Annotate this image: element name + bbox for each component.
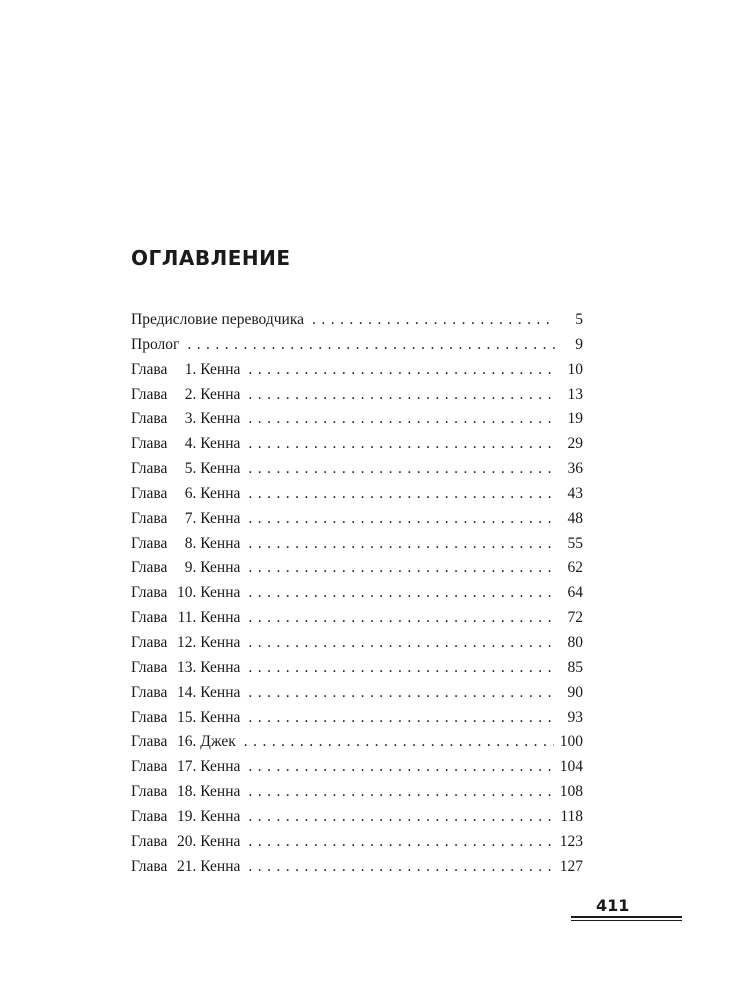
toc-entry-label <box>131 457 240 482</box>
toc-entry-page: 72 <box>567 609 583 627</box>
dot-leader <box>248 631 555 656</box>
toc-entry-page: 55 <box>567 534 583 552</box>
toc-entry[interactable] <box>131 830 583 855</box>
toc-entry[interactable] <box>131 407 583 432</box>
toc-entry-chapter-number: 4. <box>184 435 197 453</box>
dot-leader <box>248 805 554 830</box>
toc-entry[interactable] <box>131 631 583 656</box>
toc-entry-page: 43 <box>567 484 583 502</box>
toc-entry-label <box>131 656 240 681</box>
toc-entry[interactable] <box>131 532 583 557</box>
toc-entry[interactable] <box>131 681 583 706</box>
toc-entry-chapter-number: 10. <box>177 584 197 602</box>
dot-leader <box>244 730 554 755</box>
toc-entry[interactable] <box>131 308 583 333</box>
toc-entry-chapter-number: 1. <box>184 360 197 378</box>
toc-entry-prefix: Глава <box>131 584 168 602</box>
toc-entry-title: Кенна <box>200 435 241 453</box>
dot-leader <box>312 308 555 333</box>
toc-entry-title: Кенна <box>200 783 241 801</box>
toc-entry-prefix: Предисловие переводчика <box>131 311 305 328</box>
toc-entry-page: 90 <box>567 683 583 701</box>
dot-leader <box>248 532 555 557</box>
toc-entry-label <box>131 432 240 457</box>
toc-entry-prefix: Глава <box>131 683 168 701</box>
toc-entry-label <box>131 730 236 755</box>
page-number: 411 <box>596 896 630 915</box>
toc-entry-chapter-number: 13. <box>177 658 197 676</box>
toc-entry-label <box>131 805 240 830</box>
toc-entry-title: Кенна <box>200 460 241 478</box>
toc-entry-prefix: Глава <box>131 807 168 825</box>
toc-entry-prefix: Глава <box>131 559 168 577</box>
toc-entry-prefix: Глава <box>131 733 168 751</box>
dot-leader <box>248 358 555 383</box>
toc-entry-label <box>131 830 240 855</box>
toc-entry-prefix: Глава <box>131 609 168 627</box>
toc-entry[interactable] <box>131 780 583 805</box>
toc-entry-chapter-number: 17. <box>177 758 197 776</box>
toc-entry-chapter-number: 19. <box>177 807 197 825</box>
toc-entry-page: 118 <box>560 807 583 825</box>
toc-entry-page: 62 <box>567 559 583 577</box>
toc-entry[interactable] <box>131 606 583 631</box>
toc-entry-title: Джек <box>200 733 236 751</box>
dot-leader <box>248 606 555 631</box>
toc-entry-title: Кенна <box>200 509 241 527</box>
toc-entry-chapter-number: 14. <box>177 683 197 701</box>
toc-entry-label <box>131 333 179 358</box>
toc-entry-chapter-number: 12. <box>177 633 197 651</box>
toc-entry-page: 108 <box>559 783 583 801</box>
toc-entry-chapter-number: 8. <box>184 534 197 552</box>
toc-entry-label <box>131 383 240 408</box>
toc-entry-page: 9 <box>575 335 583 353</box>
toc-entry-title: Кенна <box>200 410 241 428</box>
dot-leader <box>248 432 555 457</box>
toc-entry-prefix: Глава <box>131 658 168 676</box>
toc-heading: ОГЛАВЛЕНИЕ <box>131 246 291 270</box>
toc-entry-title: Кенна <box>200 534 241 552</box>
toc-entry[interactable] <box>131 432 583 457</box>
toc-entry-prefix: Глава <box>131 435 168 453</box>
toc-entry-page: 36 <box>567 460 583 478</box>
toc-entry-title: Кенна <box>200 758 241 776</box>
toc-entry-page: 80 <box>567 633 583 651</box>
toc-entry-title: Кенна <box>200 857 241 875</box>
dot-leader <box>248 681 555 706</box>
toc-entry-prefix: Пролог <box>131 335 180 353</box>
toc-entry-prefix: Глава <box>131 360 168 378</box>
toc-entry-label <box>131 681 240 706</box>
toc-entry-page: 123 <box>559 832 583 850</box>
toc-entry-prefix: Глава <box>131 385 168 403</box>
toc-entry-prefix: Глава <box>131 509 168 527</box>
dot-leader <box>248 855 553 880</box>
toc-entry-title: Кенна <box>200 708 241 726</box>
toc-entry-chapter-number: 18. <box>177 783 197 801</box>
toc-entry-page: 5 <box>575 311 583 328</box>
dot-leader <box>248 507 555 532</box>
toc-entry[interactable] <box>131 581 583 606</box>
toc-entry-title: Кенна <box>200 832 241 850</box>
toc-entry-page: 85 <box>567 658 583 676</box>
toc-entry-title: Кенна <box>200 360 241 378</box>
toc-entry[interactable] <box>131 457 583 482</box>
toc-entry[interactable] <box>131 656 583 681</box>
table-of-contents <box>131 308 583 879</box>
dot-leader <box>248 407 555 432</box>
toc-entry[interactable] <box>131 755 583 780</box>
toc-entry-label <box>131 581 240 606</box>
toc-entry-chapter-number: 15. <box>177 708 197 726</box>
toc-entry-label <box>131 358 240 383</box>
toc-entry-chapter-number: 5. <box>184 460 197 478</box>
toc-entry-label <box>131 855 240 880</box>
toc-entry-chapter-number: 16. <box>177 733 197 751</box>
toc-entry-chapter-number: 2. <box>184 385 197 403</box>
dot-leader <box>248 482 555 507</box>
toc-entry-label <box>131 706 240 731</box>
toc-entry-title: Кенна <box>200 609 241 627</box>
dot-leader <box>248 830 553 855</box>
toc-entry[interactable] <box>131 383 583 408</box>
toc-entry[interactable] <box>131 855 583 880</box>
toc-entry-prefix: Глава <box>131 708 168 726</box>
toc-entry-prefix: Глава <box>131 460 168 478</box>
toc-entry-chapter-number: 21. <box>177 857 197 875</box>
toc-entry-label <box>131 532 240 557</box>
toc-entry-page: 48 <box>567 509 583 527</box>
toc-entry[interactable] <box>131 556 583 581</box>
toc-entry-label <box>131 755 240 780</box>
toc-entry-label <box>131 606 240 631</box>
toc-entry-page: 104 <box>559 758 583 776</box>
toc-entry-title: Кенна <box>200 484 241 502</box>
toc-entry-page: 100 <box>559 733 583 751</box>
toc-entry-title: Кенна <box>200 807 241 825</box>
toc-entry-prefix: Глава <box>131 633 168 651</box>
dot-leader <box>248 581 555 606</box>
toc-entry-title: Кенна <box>200 658 241 676</box>
toc-entry[interactable] <box>131 358 583 383</box>
toc-entry-prefix: Глава <box>131 534 168 552</box>
toc-entry-page: 29 <box>567 435 583 453</box>
toc-entry-page: 127 <box>559 857 583 875</box>
folio-rule-thick <box>571 916 682 918</box>
toc-entry-label <box>131 780 240 805</box>
toc-entry-chapter-number: 6. <box>184 484 197 502</box>
toc-entry-chapter-number: 11. <box>177 609 197 627</box>
toc-entry-prefix: Глава <box>131 758 168 776</box>
dot-leader <box>187 333 555 358</box>
toc-entry-page: 93 <box>567 708 583 726</box>
dot-leader <box>248 755 553 780</box>
toc-entry-prefix: Глава <box>131 857 168 875</box>
toc-entry-prefix: Глава <box>131 832 168 850</box>
toc-entry-label <box>131 308 304 333</box>
toc-entry-prefix: Глава <box>131 410 168 428</box>
toc-entry-label <box>131 482 240 507</box>
toc-entry[interactable] <box>131 730 583 755</box>
toc-entry-title: Кенна <box>200 584 241 602</box>
toc-entry-label <box>131 407 240 432</box>
folio-rule-thin <box>571 920 682 921</box>
toc-entry-page: 13 <box>567 385 583 403</box>
toc-entry-page: 19 <box>567 410 583 428</box>
toc-entry-chapter-number: 9. <box>184 559 197 577</box>
toc-entry-chapter-number: 3. <box>184 410 197 428</box>
toc-entry-page: 64 <box>567 584 583 602</box>
toc-entry-title: Кенна <box>200 385 241 403</box>
toc-entry-prefix: Глава <box>131 484 168 502</box>
toc-entry[interactable] <box>131 482 583 507</box>
dot-leader <box>248 780 553 805</box>
toc-entry-chapter-number: 20. <box>177 832 197 850</box>
dot-leader <box>248 383 555 408</box>
toc-entry-chapter-number: 7. <box>184 509 197 527</box>
toc-entry-label <box>131 507 240 532</box>
toc-entry[interactable] <box>131 507 583 532</box>
toc-entry-title: Кенна <box>200 683 241 701</box>
toc-entry[interactable] <box>131 333 583 358</box>
toc-entry-label <box>131 556 240 581</box>
toc-entry[interactable] <box>131 706 583 731</box>
dot-leader <box>248 556 555 581</box>
dot-leader <box>248 706 555 731</box>
toc-entry-title: Кенна <box>200 633 241 651</box>
dot-leader <box>248 457 555 482</box>
toc-entry-title: Кенна <box>200 559 241 577</box>
toc-entry-label <box>131 631 240 656</box>
toc-entry[interactable] <box>131 805 583 830</box>
dot-leader <box>248 656 555 681</box>
toc-entry-page: 10 <box>567 360 583 378</box>
toc-entry-prefix: Глава <box>131 783 168 801</box>
